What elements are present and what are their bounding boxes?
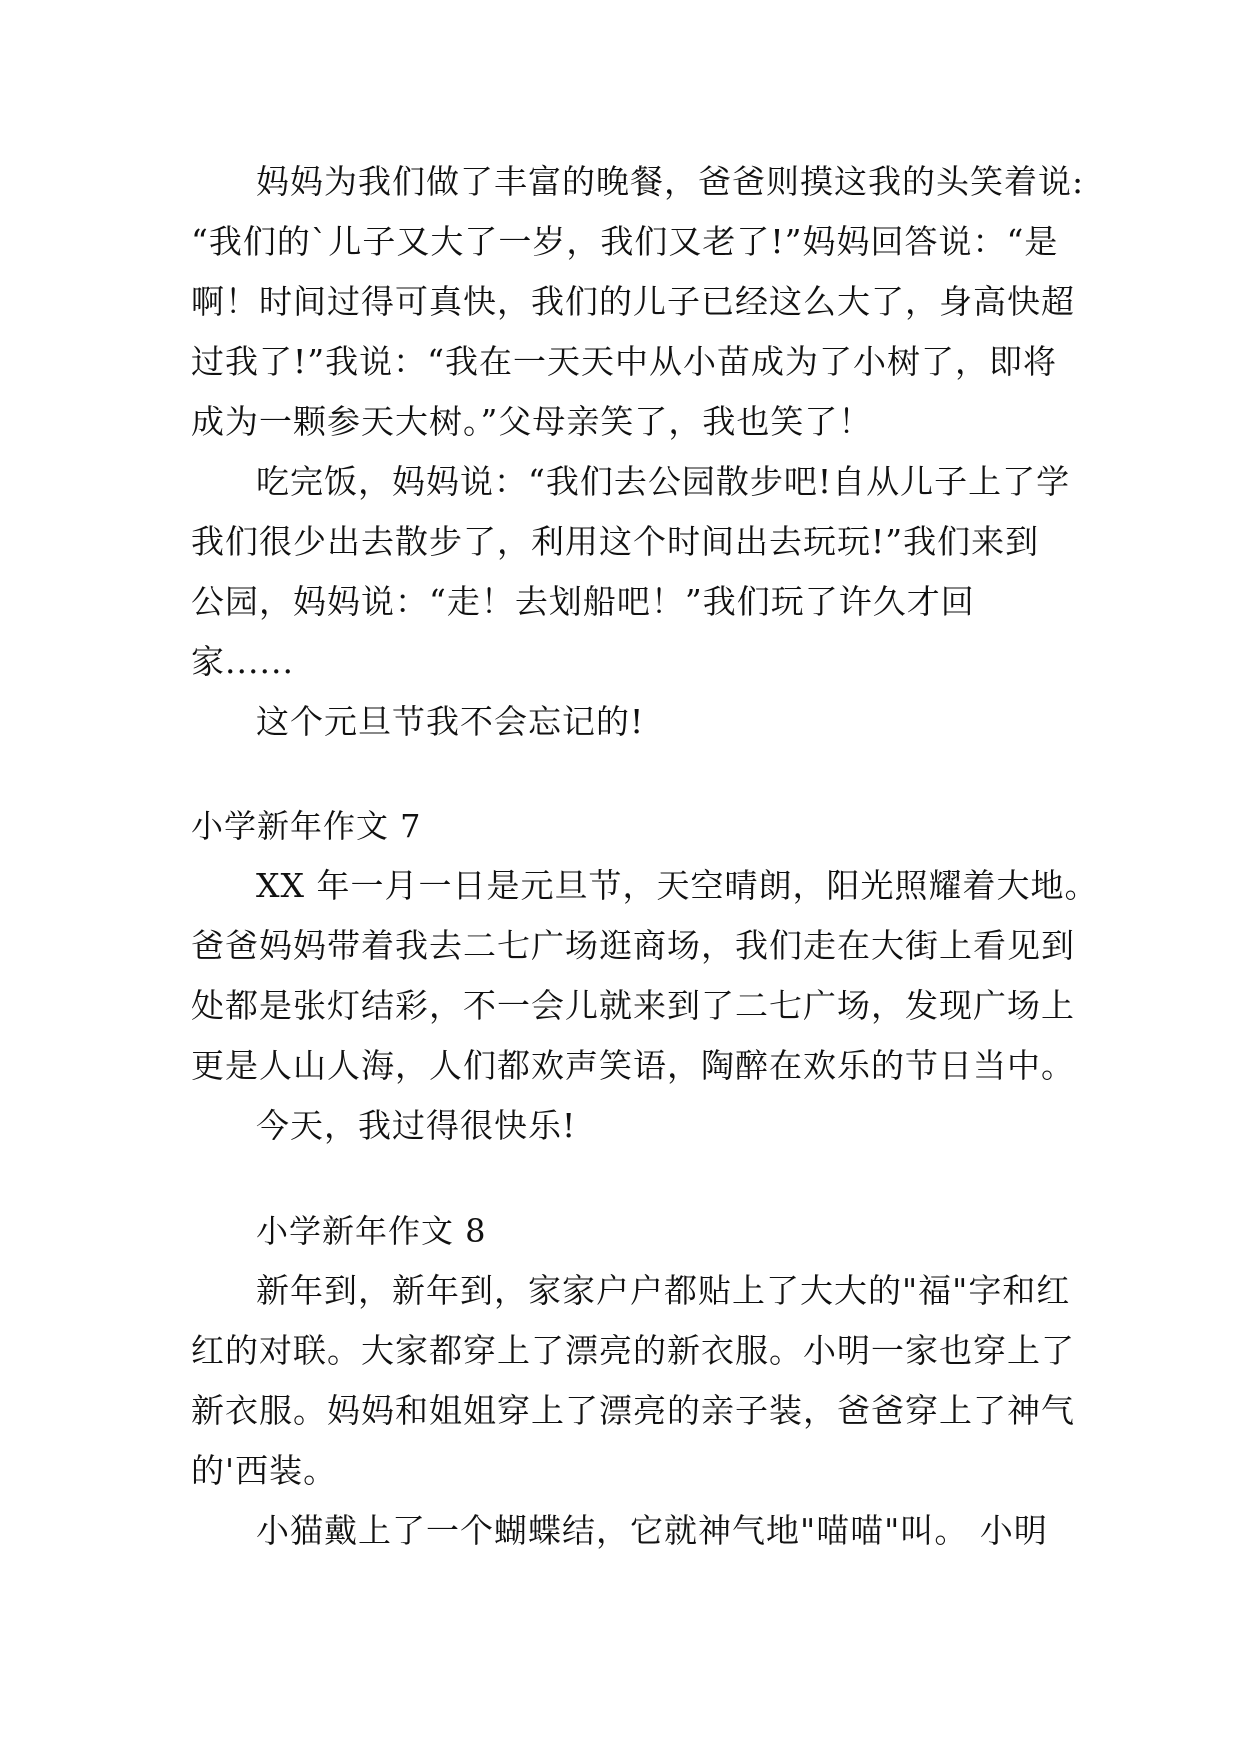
paragraph-line: 爸爸妈妈带着我去二七广场逛商场，我们走在大街上看见到 [191, 926, 1075, 965]
paragraph-line: 处都是张灯结彩，不一会儿就来到了二七广场，发现广场上 [191, 986, 1075, 1025]
paragraph-line: 新年到，新年到，家家户户都贴上了大大的"福"字和红 [256, 1271, 1071, 1310]
paragraph-line: 的'西装。 [191, 1451, 338, 1490]
paragraph-line: 这个元旦节我不会忘记的! [256, 702, 645, 741]
paragraph-line: 妈妈为我们做了丰富的晚餐，爸爸则摸这我的头笑着说: [256, 162, 1085, 201]
section-heading-8: 小学新年作文 8 [256, 1212, 487, 1250]
paragraph-line: 家...... [191, 642, 294, 681]
paragraph-line: XX 年一月一日是元旦节，天空晴朗，阳光照耀着大地。 [256, 866, 1099, 905]
paragraph-line: 今天，我过得很快乐! [256, 1106, 577, 1145]
paragraph-line: 我们很少出去散步了，利用这个时间出去玩玩!”我们来到 [191, 522, 1040, 561]
paragraph-line: 过我了!”我说：“我在一天天中从小苗成为了小树了，即将 [191, 342, 1058, 381]
paragraph-line: 红的对联。大家都穿上了漂亮的新衣服。小明一家也穿上了 [191, 1331, 1075, 1370]
section-heading-7: 小学新年作文 7 [191, 807, 422, 845]
paragraph-line: 公园，妈妈说：“走！去划船吧！”我们玩了许久才回 [191, 582, 975, 621]
paragraph-line: 成为一颗参天大树。”父母亲笑了，我也笑了！ [191, 402, 873, 441]
paragraph-line: 小猫戴上了一个蝴蝶结，它就神气地"喵喵"叫。 小明 [256, 1511, 1048, 1550]
paragraph-line: “我们的`儿子又大了一岁，我们又老了!”妈妈回答说：“是 [191, 222, 1059, 261]
paragraph-line: 新衣服。妈妈和姐姐穿上了漂亮的亲子装，爸爸穿上了神气 [191, 1391, 1075, 1430]
paragraph-line: 啊！时间过得可真快，我们的儿子已经这么大了，身高快超 [191, 282, 1075, 321]
paragraph-line: 吃完饭，妈妈说：“我们去公园散步吧!自从儿子上了学 [256, 462, 1071, 501]
paragraph-line: 更是人山人海，人们都欢声笑语，陶醉在欢乐的节日当中。 [191, 1046, 1075, 1085]
